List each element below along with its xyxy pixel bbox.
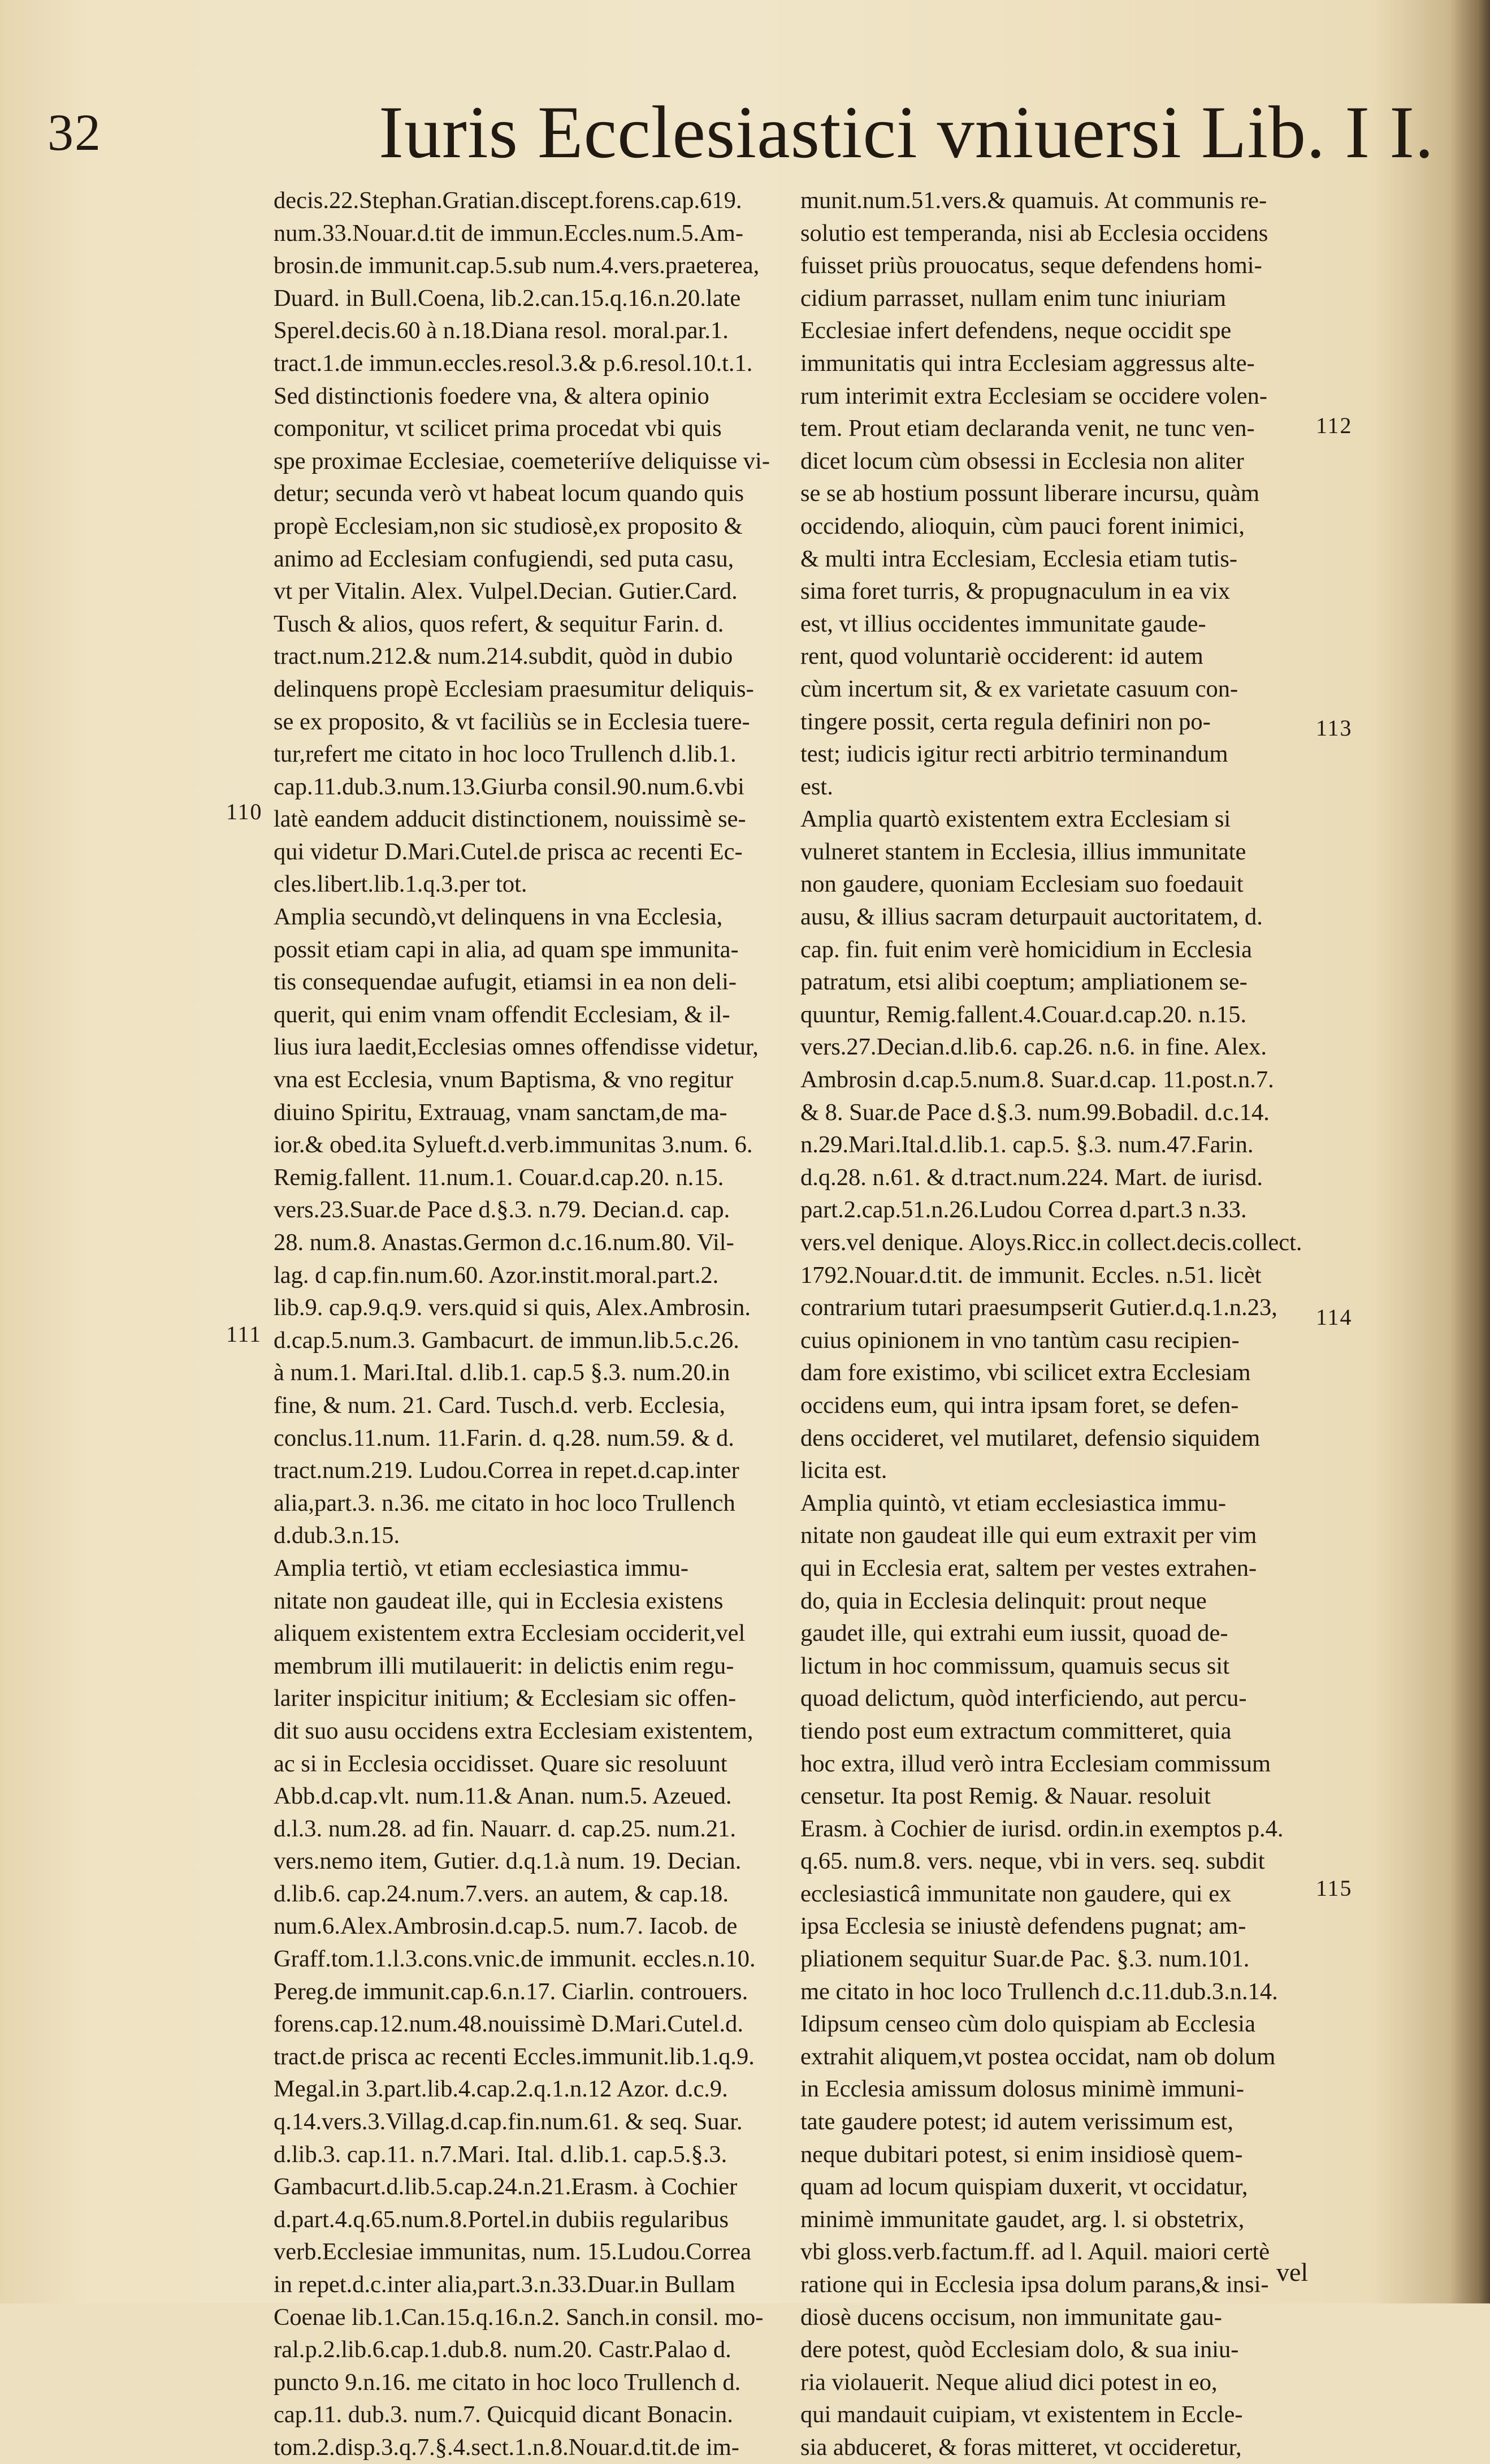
margin-number-113: 113 — [1316, 715, 1353, 741]
right-column — [800, 184, 1309, 2464]
gutter-shadow — [1450, 0, 1490, 2303]
page-number: 32 — [47, 103, 102, 161]
margin-number-114: 114 — [1316, 1304, 1353, 1330]
margin-number-115: 115 — [1316, 1875, 1353, 1901]
catchword: vel — [1276, 2258, 1309, 2286]
left-paragraph-2: Amplia secundò,vt delinquens in vna Ecclesia, possit etiam capi in alia, ad quam spe immunita- tis consequendae aufugit, etiamsi in ea non deli- querit, qui enim vnam offendit Ecclesiam, & il- lius iura laedit,Ecclesias omnes offendisse videtur, vna est Ecclesia, vnum Baptisma, & vno regitur diuino Spiritu, Extrauag, vnam sanctam,de ma- ior.& obed.ita Sylueft.d.verb.immunitas 3.num. 6. Remig.fallent. 11.num.1. Couar.d.cap.20. n.15. vers.23.Suar.de Pace d.§.3. n.79. Decian.d. cap. 28. num.8. Anastas.Germon d.c.16.num.80. Vil- lag. d cap.fin.num.60. Azor.instit.moral.part.2. lib.9. cap.9.q.9. vers.quid si quis, Alex.Ambrosin. d.cap.5.num.3. Gambacurt. de immun.lib.5.c.26. à num.1. Mari.Ital. d.lib.1. cap.5 §.3. num.20.in fine, & num. 21. Card. Tusch.d. verb. Ecclesia, conclus.11.num. 11.Farin. d. q.28. num.59. & d. tract.num.219. Ludou.Correa in repet.d.cap.inter alia,part.3. n.36. me citato in hoc loco Trullench d.dub.3.n.15. — [274, 904, 759, 1549]
left-paragraph-1: decis.22.Stephan.Gratian.discept.forens.cap.619. num.33.Nouar.d.tit de immun.Eccles.num.5.Am- brosin.de immunit.cap.5.sub num.4.vers.praeterea, Duard. in Bull.Coena, lib.2.can.15.q.16.n.20.late Sperel.decis.60 à n.18.Diana resol. moral.par.1. tract.1.de immun.eccles.resol.3.& p.6.resol.10.t.1. Sed distinctionis foedere vna, & altera opinio componitur, vt scilicet prima procedat vbi quis spe proximae Ecclesiae, coemeteriíve deliquisse vi- detur; secunda verò vt habeat locum quando quis propè Ecclesiam,non sic studiosè,ex proposito & animo ad Ecclesiam confugiendi, sed puta casu, vt per Vitalin. Alex. Vulpel.Decian. Gutier.Card. Tusch & alios, quos refert, & sequitur Farin. d. tract.num.212.& num.214.subdit, quòd in dubio delinquens propè Ecclesiam praesumitur deliquis- se ex proposito, & vt faciliùs se in Ecclesia tuere- tur,refert me citato in hoc loco Trullench d.lib.1. cap.11.dub.3.num.13.Giurba consil.90.num.6.vbi latè eandem adducit distinctionem, nouissimè se- qui videtur D.Mari.Cutel.de prisca ac recenti Ec- cles.libert.lib.1.q.3.per tot. — [274, 187, 770, 898]
right-paragraph-2: Amplia quartò existentem extra Ecclesiam si vulneret stantem in Ecclesia, illius immunitate non gaudere, quoniam Ecclesiam suo foedauit ausu, & illius sacram deturpauit auctoritatem, d. cap. fin. fuit enim verè homicidium in Ecclesia patratum, etsi alibi coeptum; ampliationem se- quuntur, Remig.fallent.4.Couar.d.cap.20. n.15. vers.27.Decian.d.lib.6. cap.26. n.6. in fine. Alex. Ambrosin d.cap.5.num.8. Suar.d.cap. 11.post.n.7. & 8. Suar.de Pace d.§.3. num.99.Bobadil. d.c.14. n.29.Mari.Ital.d.lib.1. cap.5. §.3. num.47.Farin. d.q.28. n.61. & d.tract.num.224. Mart. de iurisd. part.2.cap.51.n.26.Ludou Correa d.part.3 n.33. vers.vel denique. Aloys.Ricc.in collect.decis.collect. 1792.Nouar.d.tit. de immunit. Eccles. n.51. licèt contrarium tutari praesumpserit Gutier.d.q.1.n.23, cuius opinionem in vno tantùm casu recipien- dam fore existimo, vbi scilicet extra Ecclesiam occidens eum, qui intra ipsam foret, se defen- dens occideret, vel mutilaret, defensio siquidem licita est. — [800, 806, 1302, 1484]
margin-number-112: 112 — [1316, 413, 1353, 438]
margin-number-110: 110 — [226, 799, 263, 824]
running-title: Iuris Ecclesiastici vniuersi Lib. I I. — [379, 90, 1435, 174]
left-column — [274, 184, 796, 2464]
right-paragraph-3: Amplia quintò, vt etiam ecclesiastica immu- nitate non gaudeat ille qui eum extraxit per vim qui in Ecclesia erat, saltem per vestes extrahen- do, quia in Ecclesia delinquit: prout neque gaudet ille, qui extrahi eum iussit, quoad de- lictum in hoc commissum, quamuis secus sit quoad delictum, quòd interficiendo, aut percu- tiendo post eum extractum committeret, quia hoc extra, illud verò intra Ecclesiam commissum censetur. Ita post Remig. & Nauar. resoluit Erasm. à Cochier de iurisd. ordin.in exemptos p.4. q.65. num.8. vers. neque, vbi in vers. seq. subdit ecclesiasticâ immunitate non gaudere, qui ex ipsa Ecclesia se iniustè defendens pugnat; am- pliationem sequitur Suar.de Pac. §.3. num.101. me citato in hoc loco Trullench d.c.11.dub.3.n.14. Idipsum censeo cùm dolo quispiam ab Ecclesia extrahit aliquem,vt postea occidat, nam ob dolum in Ecclesia amissum dolosus minimè immuni- tate gaudere potest; id autem verissimum est, neque dubitari potest, si enim insidiosè quem- quam ad locum quispiam duxerit, vt occidatur, minimè immunitate gaudet, arg. l. si obstetrix, vbi gloss.verb.factum.ff. ad l. Aquil. maiori certè ratione qui in Ecclesia ipsa dolum parans,& insi- diosè ducens occisum, non immunitate gau- dere potest, quòd Ecclesiam dolo, & sua iniu- ria violauerit. Neque aliud dici potest in eo, qui mandauit cuipiam, vt existentem in Eccle- sia abduceret, & foras mitteret, vt occideretur, — [800, 1489, 1284, 2461]
right-paragraph-1: munit.num.51.vers.& quamuis. At communis re- solutio est temperanda, nisi ab Ecclesia occidens fuisset priùs prouocatus, seque defendens homi- cidium parrasset, nullam enim tunc iniuriam Ecclesiae infert defendens, neque occidit spe immunitatis qui intra Ecclesiam aggressus alte- rum interimit extra Ecclesiam se occidere volen- tem. Prout etiam declaranda venit, ne tunc ven- dicet locum cùm obsessi in Ecclesia non aliter se se ab hostium possunt liberare incursu, quàm occidendo, alioquin, cùm pauci forent inimici, & multi intra Ecclesiam, Ecclesia etiam tutis- sima foret turris, & propugnaculum in ea vix est, vt illius occidentes immunitate gaude- rent, quod voluntariè occiderent: id autem cùm incertum sit, & ex varietate casuum con- tingere possit, certa regula definiri non po- test; iudicis igitur recti arbitrio terminandum est. — [800, 187, 1268, 800]
margin-number-111: 111 — [226, 1321, 262, 1347]
left-paragraph-3: Amplia tertiò, vt etiam ecclesiastica immu- nitate non gaudeat ille, qui in Ecclesia existens aliquem existentem extra Ecclesiam occiderit,vel membrum illi mutilauerit: in delictis enim regu- lariter inspicitur initium; & Ecclesiam sic offen- dit suo ausu occidens extra Ecclesiam existentem, ac si in Ecclesia occidisset. Quare sic resoluunt Abb.d.cap.vlt. num.11.& Anan. num.5. Azeued. d.l.3. num.28. ad fin. Nauarr. d. cap.25. num.21. vers.nemo item, Gutier. d.q.1.à num. 19. Decian. d.lib.6. cap.24.num.7.vers. an autem, & cap.18. num.6.Alex.Ambrosin.d.cap.5. num.7. Iacob. de Graff.tom.1.l.3.cons.vnic.de immunit. eccles.n.10. Pereg.de immunit.cap.6.n.17. Ciarlin. controuers. forens.cap.12.num.48.nouissimè D.Mari.Cutel.d. tract.de prisca ac recenti Eccles.immunit.lib.1.q.9. Megal.in 3.part.lib.4.cap.2.q.1.n.12 Azor. d.c.9. q.14.vers.3.Villag.d.cap.fin.num.61. & seq. Suar. d.lib.3. cap.11. n.7.Mari. Ital. d.lib.1. cap.5.§.3. Gambacurt.d.lib.5.cap.24.n.21.Erasm. à Cochier d.part.4.q.65.num.8.Portel.in dubiis regularibus verb.Ecclesiae immunitas, num. 15.Ludou.Correa in repet.d.c.inter alia,part.3.n.33.Duar.in Bullam Coenae lib.1.Can.15.q.16.n.2. Sanch.in consil. mo- ral.p.2.lib.6.cap.1.dub.8. num.20. Castr.Palao d. puncto 9.n.16. me citato in hoc loco Trullench d. cap.11. dub.3. num.7. Quicquid dicant Bonacin. tom.2.disp.3.q.7.§.4.sect.1.n.8.Nouar.d.tit.de im- — [274, 1554, 764, 2461]
